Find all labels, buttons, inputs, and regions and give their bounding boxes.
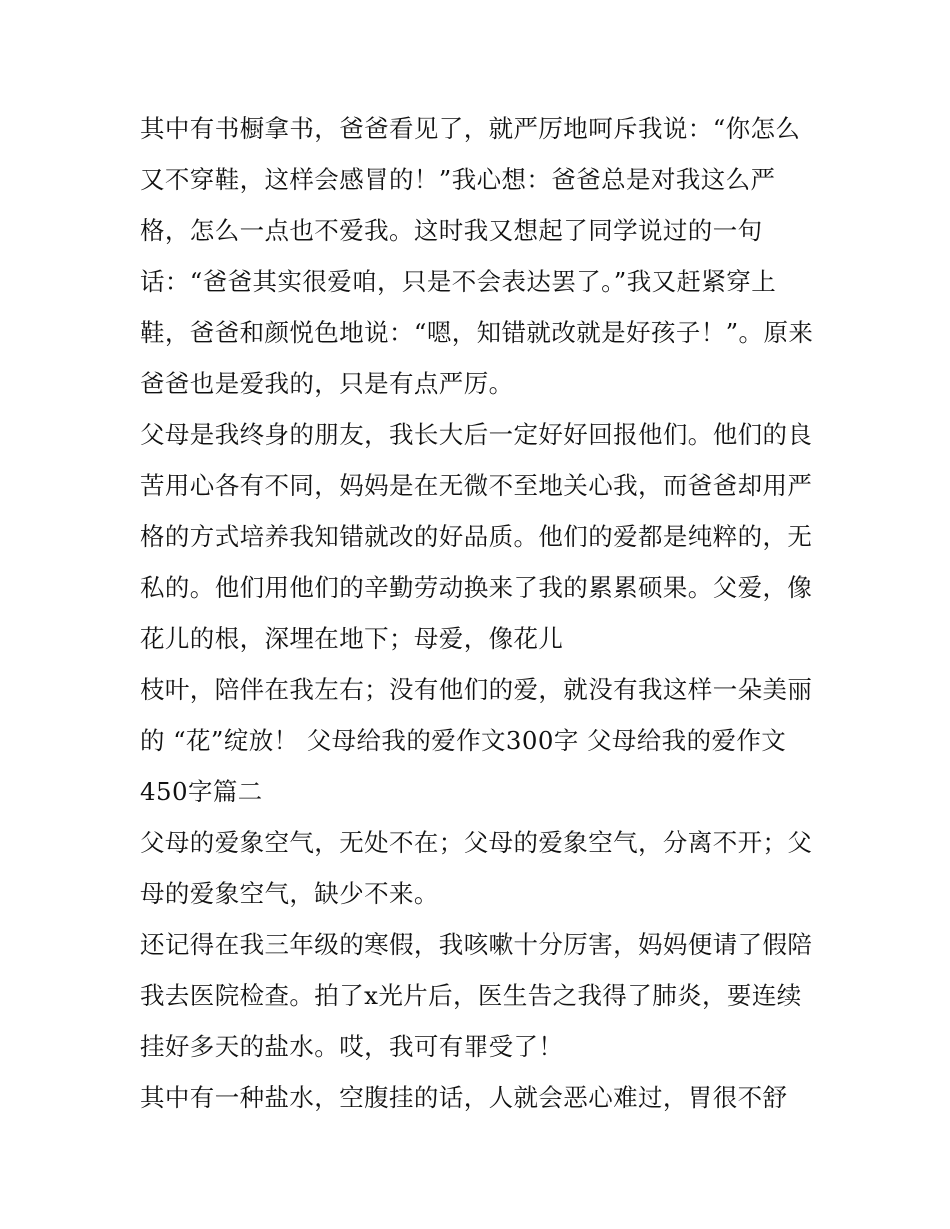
text-line: 又不穿鞋，这样会感冒的！”我心想：爸爸总是对我这么严 (140, 165, 776, 194)
text-line: 父母是我终身的朋友，我长大后一定好好回报他们。他们的良 (140, 420, 813, 449)
text-line: 话：“爸爸其实很爱咱，只是不会表达罢了。”我又赶紧穿上 (140, 267, 777, 296)
text-line: 母的爱象空气，缺少不来。 (140, 879, 439, 908)
text-line: 枝叶，陪伴在我左右；没有他们的爱，就没有我这样一朵美丽 (140, 675, 813, 704)
text-line: 鞋，爸爸和颜悦色地说：“嗯，知错就改就是好孩子！”。原来 (140, 318, 814, 347)
text-line: 私的。他们用他们的辛勤劳动换来了我的累累硕果。父爱，像 (140, 573, 813, 602)
text-line: 挂好多天的盐水。哎，我可有罪受了！ (140, 1032, 564, 1061)
text-line: 苦用心各有不同，妈妈是在无微不至地关心我，而爸爸却用严 (140, 471, 813, 500)
text-line: 还记得在我三年级的寒假，我咳嗽十分厉害，妈妈便请了假陪 (140, 930, 813, 959)
text-line: 450字篇二 (140, 777, 263, 806)
text-line: 其中有一种盐水，空腹挂的话，人就会恶心难过，胃很不舒 (140, 1083, 788, 1112)
text-line: 爸爸也是爱我的，只是有点严厉。 (140, 369, 514, 398)
text-line: 其中有书橱拿书，爸爸看见了，就严厉地呵斥我说：“你怎么 (140, 114, 801, 143)
text-line: 父母的爱象空气，无处不在；父母的爱象空气，分离不开；父 (140, 828, 813, 857)
text-line: 格，怎么一点也不爱我。这时我又想起了同学说过的一句 (140, 216, 763, 245)
text-line: 的 “花”绽放！ 父母给我的爱作文300字 父母给我的爱作文 (140, 726, 787, 755)
text-line: 格的方式培养我知错就改的好品质。他们的爱都是纯粹的，无 (140, 522, 813, 551)
text-line: 花儿的根，深埋在地下；母爱，像花儿 (140, 624, 564, 653)
text-line: 我去医院检查。拍了x光片后，医生告之我得了肺炎，要连续 (140, 981, 802, 1010)
